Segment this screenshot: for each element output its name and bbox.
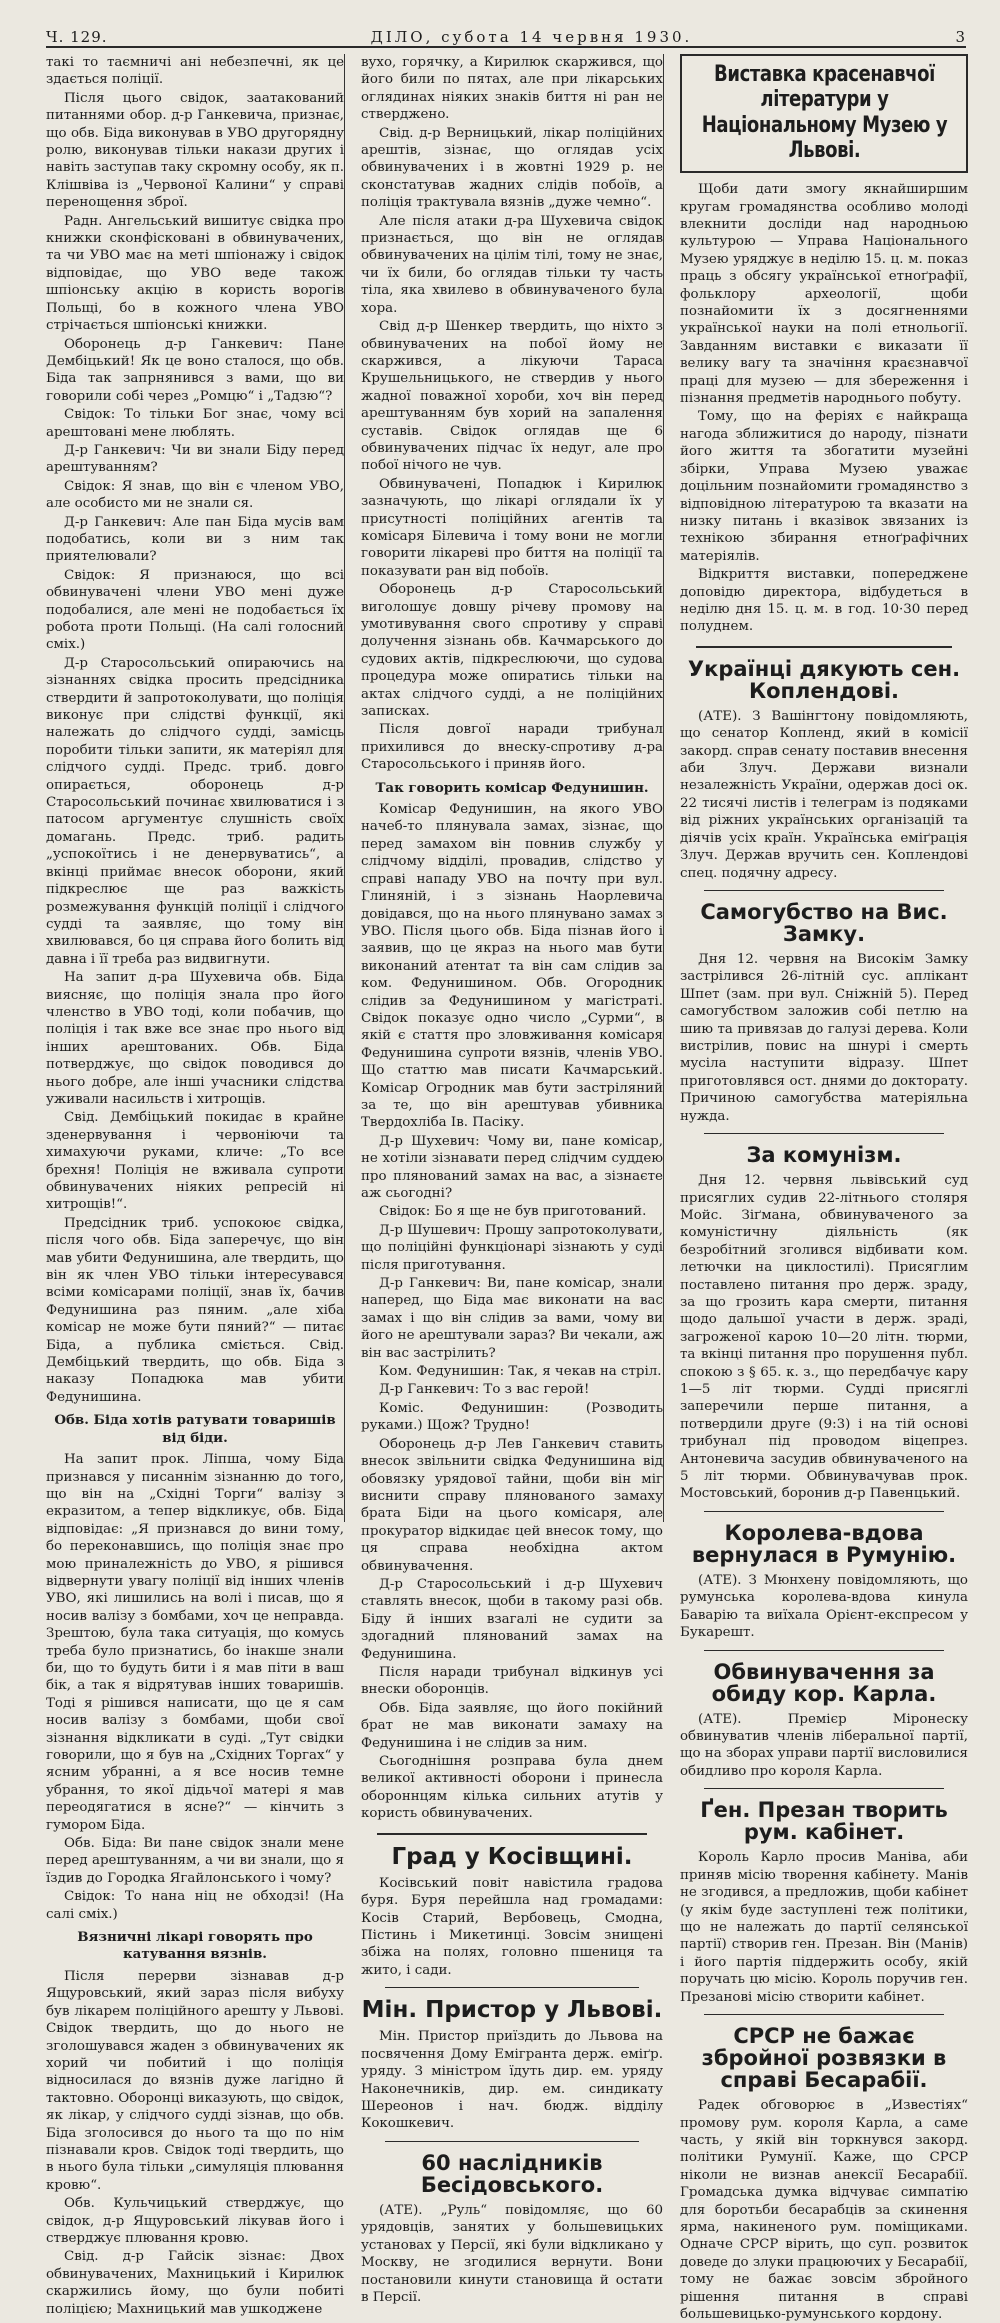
headline-exhibition: Виставка красенавчої літератури у Національному Музею у Львові. (701, 62, 947, 163)
paragraph: Свідок: Я признаюся, що всі обвинувачені члени УВО мені дуже подобалися, але мені не подобається їх робота проти Польщі. (На салі голосний сміх.) (46, 567, 344, 653)
paragraph: Косівський повіт навістила градова буря. Буря перейшла над громадами: Косів Старий, Вербовець, Смодна, Пістинь і Микетинці. Зовсім знищені збіжа на полях, головно пшениця та жито, і сади. (361, 1875, 663, 1978)
divider (704, 1650, 944, 1651)
section-subheading: Так говорить комісар Федунишин. (375, 779, 649, 796)
paragraph: Оборонець д-р Ганкевич: Пане Дембіцький! Як це воно сталося, що обв. Біда так запрнянився з вами, що ви говорили собі через „Ромцю“ і „Тадзю“? (46, 336, 344, 404)
paragraph: Сьогоднішня розправа була днем великої активності оборони і принесла обороннцям кілька сильних атутів у користь обвинувачених. (361, 1754, 663, 1822)
paragraph: Обв. Кульчицький стверджує, що свідок, д-р Ящуровський лікував його і стверджує плювання кровю. (46, 2196, 344, 2246)
headline-communism: За комунізм. (746, 1143, 902, 1168)
newspaper-title-date: ДІЛО, субота 14 червня 1930. (370, 28, 693, 46)
columns (46, 54, 968, 2323)
paragraph: Після цього свідок, заатакований питаннями обор. д-р Ганкевича, признає, що обв. Біда виконував в УВО другорядну ролю, виконував тільки накази других і навіть заступав таку скромну особу, як п. Клішвіва із „Червоної Калини“ у справі перенощення зброї. (46, 90, 344, 211)
headline-60-heirs: 60 наслідників Бесідовського. (420, 2150, 604, 2197)
paragraph: Д-р Шушевич: Прошу запротоколувати, що поліційні функціонарі зізнають у суді після приготування. (361, 1222, 663, 1273)
paragraph: Д-р Старосольський і д-р Шухевич ставлять внесок, щоби в такому разі обв. Біду й інших взагалі не судити за здогадний плянований замах на Федунишина. (361, 1576, 663, 1662)
paragraph: Ком. Федунишин: Так, я чекав на стріл. (379, 1364, 662, 1380)
divider (704, 1133, 944, 1134)
page-number: 3 (955, 28, 966, 46)
paragraph: Але після атаки д-ра Шухевича свідок признається, що він не оглядав обвинувачених на цілім тілі, тому не знає, чи їх били, бо оглядав тільки ту часть тіла, яка хвилево в обвинуваченого була хора. (361, 213, 663, 316)
column-divider (344, 54, 345, 1522)
column-2 (361, 54, 663, 2305)
section-subheading: Вязничні лікарі говорять про катування вязнів. (77, 1929, 313, 1963)
headline-queen: Королева-вдова вернулася в Румунію. (691, 1520, 957, 1567)
paragraph: Мін. Пристор приїздить до Львова на посвячення Дому Емігранта держ. еміґр. уряду. З міністром їдуть дир. ем. уряду Наконечників, дир. ем. синдикату Шереонов і нач. бюдж. відділу Кокошкевич. (361, 2029, 663, 2132)
paragraph: Після довгої наради трибунал прихилився до внеску-спротиву д-ра Старосольського і приняв його. (361, 722, 663, 773)
paragraph: Щоби дати змогу якнайширшим кругам громадянства особливо молоді влекнити досліди над народньою культурою — Управа Національного Музею уряджує в неділю 15. ц. м. показ праць з обсягу української етноґрафії, фольклору археології, щоби познайомити їх з досягненнями української науки на полі етнольогії. Завданням виставки є виказати її велику вагу та значіння краєзнавчої праці для музею — для збереження і пізнання предметів народнього побуту. (680, 182, 968, 407)
paragraph: Дня 12. червня львівський суд присяглих судив 22-літнього столяря Мойс. Зіґмана, обвинуваченого за комуністичну діяльність (як безробітний зголився відбивати ком. летючки на циклостилі). Присяглим поставлено питання про держ. зраду, за що грозить кара смерти, питання щодо дальшої участи в держ. зраді, загроженої карою 10—20 літн. тюрми, та вкінці питання про порушення публ. спокою з § 65. к. з., що передбачує кару 1—5 літ тюрми. Судді присяглі заперечили перше питання, а потвердили друге (9:3) і на тій основі трибунал під проводом віцепрез. Антоневича засудив обвинуваченого на 5 літ тюрми. Обвинувачував прок. Мостовський, боронив д-р Павенцький. (680, 1173, 968, 1502)
paragraph: такі то таємничі ані небезпечні, як це здається поліції. (46, 55, 344, 88)
paragraph: Оборонець д-р Лев Ганкевич ставить внесок звільнити свідка Федунишина від обовязку урядової тайни, щоби він міг виснити справу плянованого замаху брата Біди на цього комісаря, але прокуратор відкидає цей внесок тому, що ця справа необхідна актом обвинувачення. (361, 1436, 663, 1574)
paragraph: На запит прок. Ліпша, чому Біда признався у писаннім зізнанню до того, що він на „Східні Торги“ валізу з екразитом, а тепер відкликує, обв. Біда відповідає: „Я признався до вини тому, бо переконавшись, що поліція знає про мою приналежність до УВО, я рішився відвернути увагу поліції від інших членів УВО, які лишились на волі і писав, що я носив валізу з бомбами, хоч це неправда. Зрештою, була така ситуація, що комусь треба було признатись, бо інакше знали би, що то будуть бити і я мав піти в ваш бік, а так я відрятував інших товаришів. Тоді я рішився написати, що це я сам носив валізу з бомбами, щоби свої зізнання відкликати в суді. „Тут свідки говорили, що я був на „Східних Торгах“ у ясним убранні, а я все носив темне убрання, то якої дідьчої матері я мав переодягатися в ясне?“ — кінчить з гумором Біда. (46, 1452, 344, 1833)
paragraph: Радн. Ангельський вишитує свідка про книжки сконфісковані в обвинувачених, та чи УВО має на меті шпіонажу і свідок відповідає, що УВО веде також шпіонську акцію в користь ворогів Польщі, бо в кожного члена УВО стрічається шпіонські книжки. (46, 213, 344, 334)
paragraph: Д-р Шухевич: Чому ви, пане комісар, не хотіли зізнавати перед слідчим суддею про плянований замах на вас, а зізнаєте аж сьогодні? (361, 1133, 663, 1201)
paragraph: Свід. Дембіцький покидає в крайне зденервування і червоніючи та химахуючи руками, кличе: „То все брехня! Поліція не вживала супроти обвинувачених ніяких репресій ні хитрощів!“. (46, 1110, 344, 1213)
paragraph: Обвинувачені, Попадюк і Кирилюк зазначують, що лікарі оглядали їх у присутності поліційних агентів та комісаря Білевича і тому вони не могли говорити лікареві про биття на поліції та показувати ран від побоїв. (361, 476, 663, 579)
paragraph: Свід д-р Шенкер твердить, що ніхто з обвинувачених на побої йому не скаржився, а лікуючи Тараса Крушельницького, не ствердив у нього жадної поважної хороби, хоч він перед арештуванням був хорий на запалення суставів. Свідок оглядав ще 6 обвинувачених підчас їх недуг, але про побої нічого не чув. (361, 319, 663, 474)
headline-minister: Мін. Пристор у Львові. (361, 1997, 663, 2024)
paragraph: Д-р Ганкевич: Але пан Біда мусів вам подобатись, коли ви з ним так приятелювали? (46, 514, 344, 565)
paragraph: Свідок: То нана ніц не обходзі! (На салі сміх.) (46, 1889, 344, 1922)
divider (704, 2014, 944, 2015)
paragraph: Свід. д-р Верницький, лікар поліційних арештів, зізнає, що оглядав усіх обвинувачених і в жовтні 1929 р. не сконстатував жадних слідів побоїв, а поліція трактувала вязнів „дуже чемно“. (361, 125, 663, 211)
divider (696, 646, 952, 648)
paragraph: Д-р Ганкевич: Ви, пане комісар, знали наперед, що Біда має виконати на вас замах і що він слідив за вами, чому ви його не арештували зараз? Ви чекали, аж він вас застрілить? (361, 1276, 663, 1361)
paragraph: Відкриття виставки, попереджене доповідю директора, відбудеться в неділю дня 15. ц. м. в год. 10·30 перед полуднем. (680, 567, 968, 635)
paragraph: Після перерви зізнавав д-р Ящуровський, який зараз після вибуху був лікарем поліційного арешту у Львові. Свідок твердить, що до нього не зголошувався жаден з обвинувачених як хорий чи побитий і що поліція відносилася до вязнів дуже лагідно й тактовно. Оборонці виказують, що свідок, як лікар, у слідчого судді зізнав, що обв. Біда зголосився до нього та що по нім пізнавали кров. Свідок тоді твердить, що в нього була тільки „симуляція плювання кровю“. (46, 1968, 344, 2193)
headline-ussr-bessarabia: СРСР не бажає збройної розвязки в справі Бесарабії. (701, 2024, 947, 2093)
paragraph: Свідок: Бо я ще не був приготований. (379, 1204, 647, 1220)
paragraph: Обв. Біда: Ви пане свідок знали мене перед арештуванням, а чи ви знали, що я їздив до Городка Ягайлонського і чому? (46, 1836, 344, 1886)
paragraph: (АТЕ). „Руль“ повідомляє, що 60 урядовців, занятих у большевицьких установах у Персії, які були відкликано у Москву, не згодилися вернути. Вони постановили кинути становища й остати в Персії. (361, 2202, 663, 2305)
column-3 (680, 54, 968, 2323)
divider (385, 1987, 639, 1988)
headline-grad: Град у Косівщині. (391, 1843, 633, 1870)
paragraph: Радек обговорює в „Известіях“ промову рум. короля Карла, а саме часть, у якій він торкнувся закорд. політики Румунії. Каже, що СРСР ніколи не визнав анексії Бесарабії. Громадська думка відчуває симпатію для боротьби бесарабців за скинення ярма, накиненого рум. поміщиками. Одначе СРСР вірить, що суп. розвиток доведе до злуки працюючих у Бесарабії, тому не бажає зовсім збройного рішення питання в справі большевицько-румунського кордону. (680, 2098, 968, 2323)
headline-suicide: Самогубство на Вис. Замку. (700, 899, 948, 946)
headline-prezan: Ґен. Презан творить рум. кабінет. (700, 1798, 948, 1845)
divider (704, 1511, 944, 1512)
paragraph: Король Карло просив Маніва, аби приняв місію творення кабінету. Манів не згодився, а предложив, щоби кабінет (у якім буде заступлені теж політики, що не належать до партії селянської партії) створив ген. Презан. Він (Манів) і його партія піддержить особу, якій поручать цю місію. Король поручив ген. Презанові місію створити кабінет. (680, 1850, 968, 2005)
column-divider (663, 54, 664, 1522)
divider (704, 1788, 944, 1789)
paragraph: Д-р Старосольський опираючись на зізнаннях свідка просить предсідника ствердити й запротоколувати, що поліція виконує при слідстві функції, які належать до слідчого судді, замісць поробити тільки запити, як матеріял для слідчого судді. Предс. триб. довго опирається, оборонець д-р Старосольський починає хвилюватися і з патосом аргументує слушність своїх домагань. Предс. триб. радить „успокоїтись і не денервуватись“, а вкінці приймає внесок оборони, який підкреслює ще раз важкість розмежування функцій поліції і слідчого судді та заявляє, що тому він хвилювався, бо ця справа його болить від давна і її треба раз видвигнути. (46, 655, 344, 967)
headline-copeland: Українці дякують сен. Коплендові. (687, 656, 961, 703)
divider (385, 2141, 639, 2142)
paragraph: вухо, горячку, а Кирилюк скаржився, що його били по пятах, але при лікарських оглядинах ніяких знаків биття ні ран не ствердженo. (361, 55, 663, 123)
paragraph: (АТЕ). Премієр Міронеску обвинуватив членів ліберальної партії, що на зборах управи партії висловилися обидливо про короля Карла. (680, 1711, 968, 1779)
paragraph: Д-р Ганкевич: Чи ви знали Біду перед арештуванням? (46, 442, 344, 476)
paragraph: (АТЕ). З Вашінгтону повідомляють, що сенатор Копленд, який в комісії закорд. справ сенату поставив внесення аби Злуч. Держави визнали незалежність України, одержав досі ок. 22 тисячі листів і телеграм із подяками від ріжних українських організацій та діячів усіх країн. Українська еміґрація Злуч. Держав вручить сен. Коплендові спец. подячну адресу. (680, 708, 968, 881)
paragraph: На запит д-ра Шухевича обв. Біда виясняє, що поліція знала про його членство в УВО тоді, коли побачив, що поліція і так вже все знає про нього від інших арештованих. Обв. Біда потверджує, що свідок поводився до нього добре, але інші учасники слідства уживали насильств і хитрощів. (46, 970, 344, 1107)
headline-insult-king: Обвинувачення за обиду кор. Карла. (711, 1659, 937, 1706)
paragraph: Свід. д-р Гайсік зізнає: Двох обвинувачених, Махницький і Кирилюк скаржились йому, що були побиті поліцією; Махницький мав ушкоджене (46, 2249, 344, 2317)
masthead (46, 24, 966, 48)
section-subheading: Обв. Біда хотів ратувати товаришів від біди. (54, 1412, 336, 1446)
column-1 (46, 54, 344, 2317)
paragraph: Оборонець д-р Старосольський виголошує довшу річеву промову на умотивування свого спротиву у справі долучення зізнань обв. Качмарського до судових актів, підкреслюючи, що судова процедура може опиратись тільки на актах слідчого судді, а не поліційних записках. (361, 582, 663, 720)
paragraph: Дня 12. червня на Високім Замку застрілився 26-літній сус. аплікант Шпет (зам. при вул. Сніжній 5). Перед самогубством заложив собі петлю на шию та привязав до галузі дерева. Коли вистрілив, повис на шнурі і смерть мусіла наступити відразу. Шпет приготовлявся ост. днями до докторату. Причиною самогубства матеріяльна нужда. (680, 952, 968, 1124)
divider (704, 890, 944, 891)
paragraph: Свідок: Я знав, що він є членом УВО, але особисто ми не знали ся. (46, 478, 344, 512)
paragraph: Обв. Біда заявляє, що його покійний брат не мав виконати замаху на Федунишина і не слідив за ним. (361, 1700, 663, 1751)
paragraph: Д-р Ганкевич: То з вас герой! (379, 1382, 590, 1398)
exhibition-box (680, 54, 968, 173)
divider (377, 1833, 647, 1835)
issue-number: Ч. 129. (46, 28, 108, 46)
paragraph: Предсідник триб. успокоює свідка, після чого обв. Біда заперечує, що він мав убити Федунишина, але твердить, що він як член УВО тільки інтересувався всіми комісарами поліції, знав їх, бачив Федунишина раз пяним. „але хіба комісар не може бути пяний?“ — питає Біда, а публика сміється. Свід. Дембіцький твердить, що обв. Біда з наказу Попадюка мав убити Федунишина. (46, 1215, 344, 1405)
paragraph: Тому, що на феріях є найкраща нагода зближитися до народу, пізнати його життя та збогатити музейні збірки, Управа Музею уважає доцільним познайомити громадянство з відповідною літературою та вказати на низку питань і вказівок звязаних із технікою збирання етноґрафічних матеріялів. (680, 409, 968, 564)
paragraph: Коміс. Федунишин: (Розводить руками.) Щож? Трудно! (361, 1400, 663, 1434)
paragraph: Комісар Федунишин, на якого УВО начеб-то плянувала замах, зізнає, що перед замахом він повнив службу у слідчому відділі, провадив, слідство у справі нападу УВО на почту при вул. Глиняній, і з зізнань Наорлевича довідався, що на нього плянувано замах з УВО. Після цього обв. Біда пізнав його і заявив, що це якраз на нього мав бути виконаний атентат та він сам слідив за ком. Федунишином. Обв. Огородник слідив за Федунишином у магістраті. Свідок показує одно число „Сурми“, в якій є стаття про зловживання комісаря Федунишина супроти вязнів, членів УВО. Що статтю мав писати Качмарський. Комісар Огродник мав бути застріляний за те, що він арештував убивника Твердохліба Ів. Пасіку. (361, 802, 663, 1131)
paragraph: Після наради трибунал відкинув усі внески оборонців. (361, 1664, 663, 1698)
paragraph: (АТЕ). З Мюнхену повідомляють, що румунська королева-вдова кинула Баварію та виїхала Орієнт-експресом у Букарешт. (680, 1572, 968, 1641)
paragraph: Свідок: То тільки Бог знає, чому всі арештовані мене люблять. (46, 407, 344, 440)
